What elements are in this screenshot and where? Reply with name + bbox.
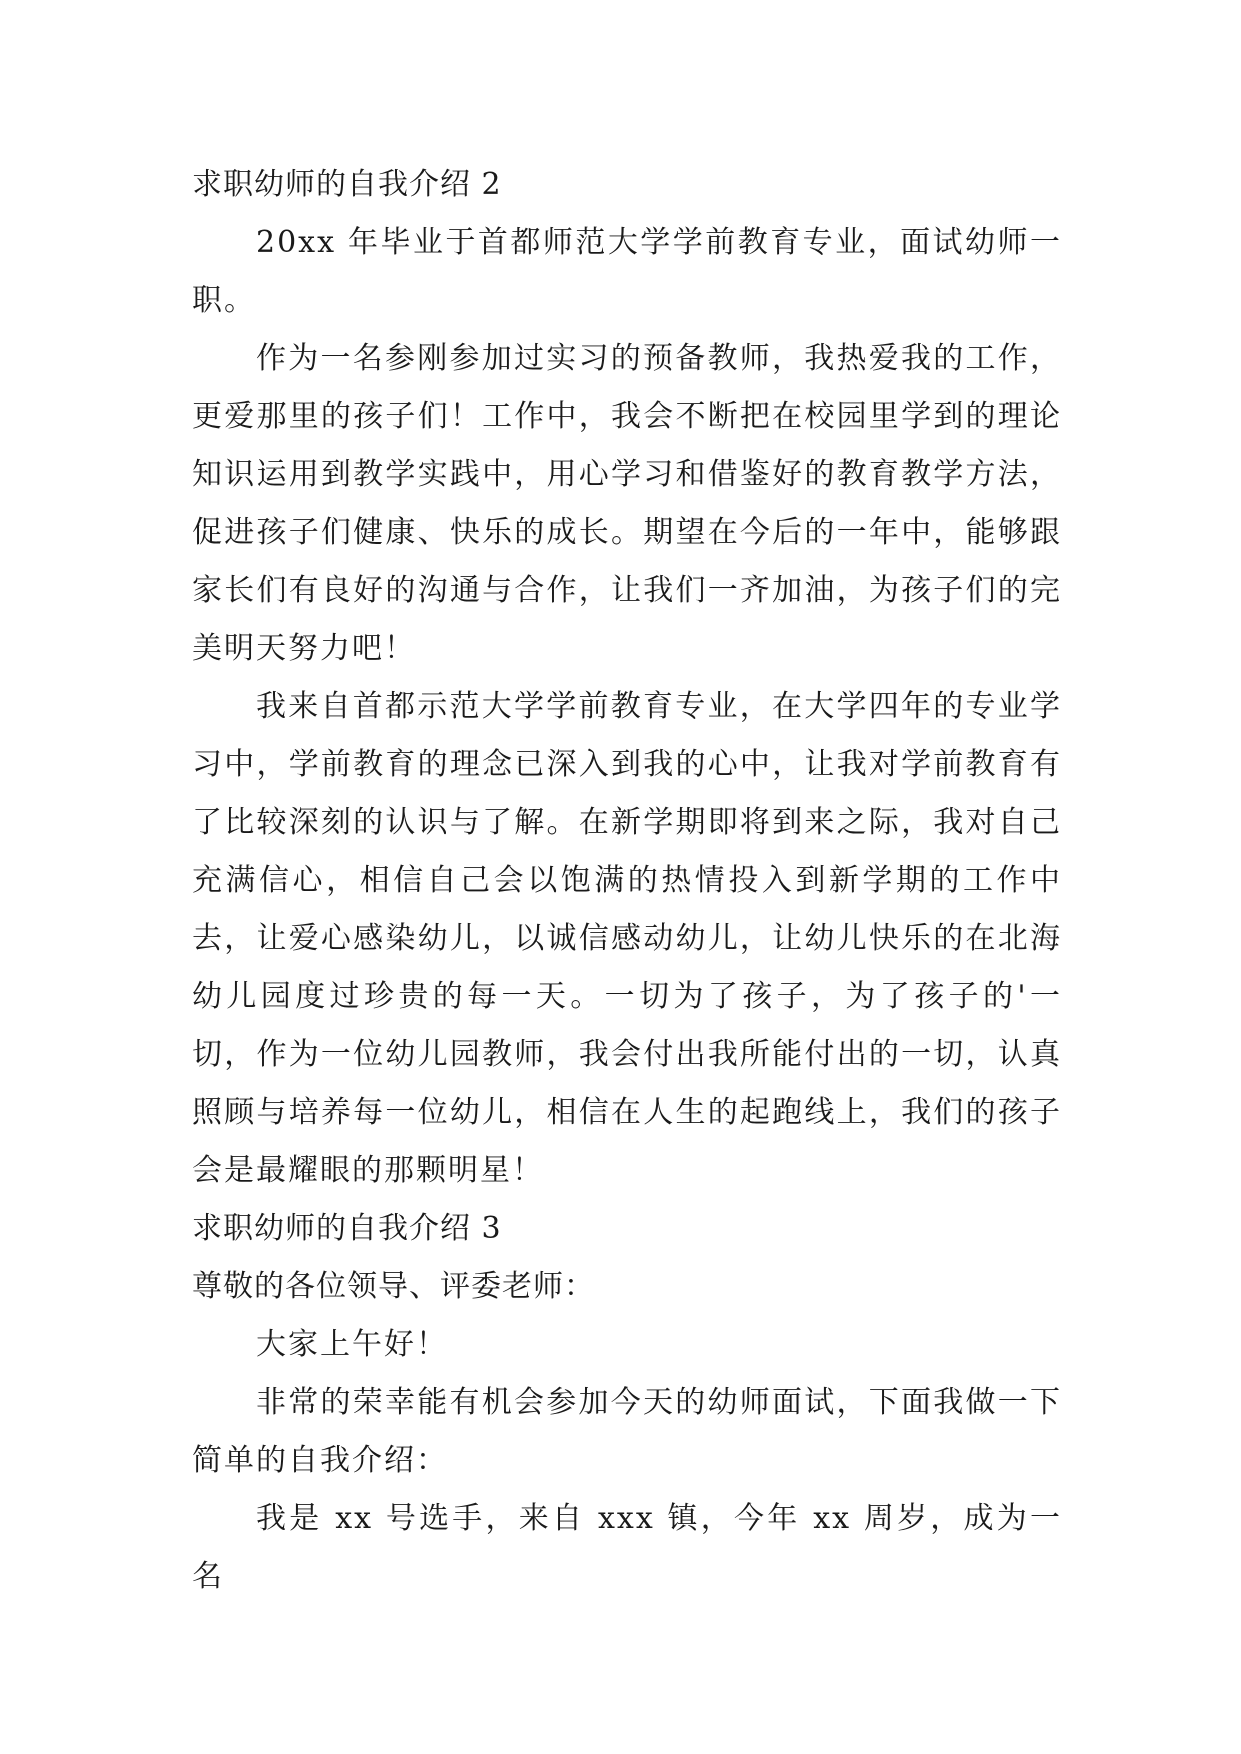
paragraph-contestant: 我是 xx 号选手，来自 xxx 镇，今年 xx 周岁，成为一名 <box>192 1501 1062 1594</box>
paragraph-graduation: 20xx 年毕业于首都师范大学学前教育专业，面试幼师一职。 <box>192 225 1062 318</box>
paragraph-greeting: 大家上午好！ <box>256 1327 448 1362</box>
section-title-2: 求职幼师的自我介绍 2 <box>192 167 502 202</box>
paragraph-introduction-lead: 非常的荣幸能有机会参加今天的幼师面试，下面我做一下简单的自我介绍： <box>192 1385 1062 1478</box>
paragraph-intern-teacher: 作为一名参刚参加过实习的预备教师，我热爱我的工作，更爱那里的孩子们！工作中，我会不断把在校园里学到的理论知识运用到教学实践中，用心学习和借鉴好的教育教学方法，促进孩子们健康、快乐的成长。期望在今后的一年中，能够跟家长们有良好的沟通与合作，让我们一齐加油，为孩子们的完美明天努力吧！ <box>192 341 1062 666</box>
text-column <box>192 156 1062 1606</box>
salutation: 尊敬的各位领导、评委老师： <box>192 1269 595 1304</box>
paragraph-preschool-education: 我来自首都示范大学学前教育专业，在大学四年的专业学习中，学前教育的理念已深入到我的心中，让我对学前教育有了比较深刻的认识与了解。在新学期即将到来之际，我对自己充满信心，相信自己会以饱满的热情投入到新学期的工作中去，让爱心感染幼儿，以诚信感动幼儿，让幼儿快乐的在北海幼儿园度过珍贵的每一天。一切为了孩子，为了孩子的'一切，作为一位幼儿园教师，我会付出我所能付出的一切，认真照顾与培养每一位幼儿，相信在人生的起跑线上，我们的孩子会是最耀眼的那颗明星！ <box>192 689 1062 1188</box>
section-title-3: 求职幼师的自我介绍 3 <box>192 1211 502 1246</box>
